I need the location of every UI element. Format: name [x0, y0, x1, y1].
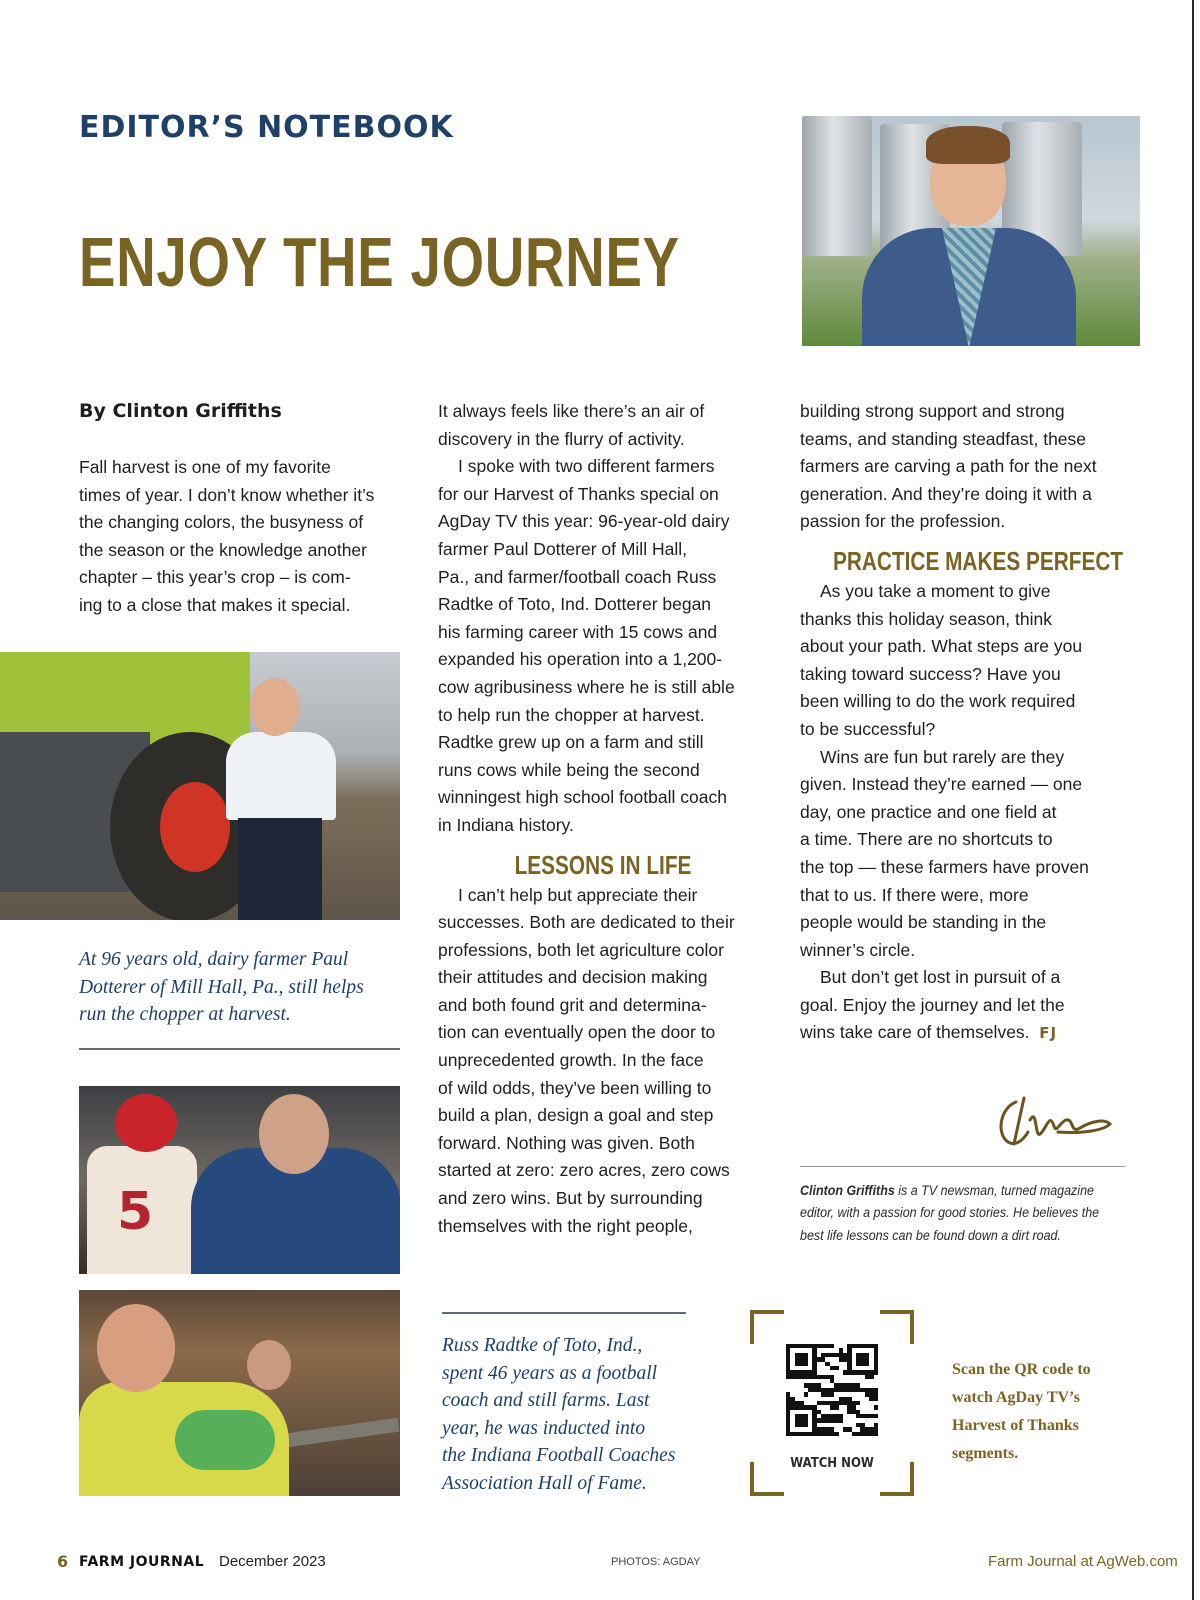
body-line: forward. Nothing was given. Both [438, 1132, 695, 1153]
bio-divider [800, 1166, 1125, 1167]
body-line: chapter – this year’s crop – is com- [79, 567, 351, 588]
caption-divider [442, 1312, 686, 1314]
watch-now-label: WATCH NOW [790, 1456, 874, 1471]
photo-credit: PHOTOS: AGDAY [611, 1556, 701, 1568]
body-line: runs cows while being the second [438, 759, 700, 780]
bio-line [800, 1180, 1094, 1202]
caption-line: Dotterer of Mill Hall, Pa., still helps [79, 976, 364, 998]
body-line: AgDay TV this year: 96-year-old dairy [438, 511, 730, 532]
body-line: to help run the chopper at harvest. [438, 704, 705, 725]
body-line: in Indiana history. [438, 814, 574, 835]
caption-line: coach and still farms. Last [442, 1390, 650, 1412]
caption-line: Russ Radtke of Toto, Ind., [442, 1335, 643, 1356]
publication-name: FARM JOURNAL [79, 1554, 205, 1570]
body-line: But don’t get lost in pursuit of a [820, 967, 1061, 988]
body-line: winningest high school football coach [438, 787, 727, 808]
body-line: successes. Both are dedicated to their [438, 912, 735, 933]
author-signature [994, 1084, 1114, 1154]
body-line: I spoke with two different farmers [458, 456, 715, 477]
farmer-pants [238, 818, 322, 920]
body-line: tion can eventually open the door to [438, 1022, 716, 1043]
caption-line: run the chopper at harvest. [79, 1004, 291, 1026]
qr-caption-line: watch AgDay TV’s [952, 1389, 1081, 1406]
body-line: As you take a moment to give [820, 580, 1051, 601]
body-line: Radtke grew up on a farm and still [438, 732, 704, 753]
body-line: people would be standing in the [800, 912, 1047, 933]
silo-shape [802, 116, 872, 256]
qr-code-icon[interactable] [786, 1344, 878, 1436]
body-line: ing to a close that makes it special. [79, 594, 351, 615]
body-line: It always feels like there’s an air of [438, 401, 705, 421]
radtke-football-photo [79, 1086, 400, 1274]
body-line: build a plan, design a goal and step [438, 1105, 714, 1126]
body-line: the changing colors, the busyness of [79, 512, 364, 533]
body-line: given. Instead they’re earned — one [800, 774, 1083, 795]
body-line: thanks this holiday season, think [800, 608, 1052, 629]
body-line: goal. Enjoy the journey and let the [800, 994, 1065, 1015]
body-line: about your path. What steps are you [800, 636, 1083, 657]
page-headline: ENJOY THE JOURNEY [79, 223, 680, 301]
body-line: Pa., and farmer/football coach Russ [438, 566, 717, 587]
bio-text: is a TV newsman, turned magazine [894, 1183, 1094, 1199]
qr-frame-corner [880, 1310, 914, 1344]
caption-line: At 96 years old, dairy farmer Paul [79, 949, 349, 970]
website-link[interactable]: Farm Journal at AgWeb.com [988, 1553, 1178, 1570]
end-mark: FJ [1039, 1024, 1058, 1043]
body-line: started at zero: zero acres, zero cows [438, 1160, 730, 1181]
body-line: expanded his operation into a 1,200- [438, 649, 723, 670]
green-glove [175, 1410, 275, 1470]
body-line: that to us. If there were, more [800, 884, 1029, 905]
body-line: generation. And they’re doing it with a [800, 483, 1092, 504]
qr-caption-line: Scan the QR code to [952, 1361, 1091, 1378]
subhead-lessons-in-life: LESSONS IN LIFE [514, 849, 692, 880]
body-line: winner’s circle. [800, 939, 916, 960]
caption-line: spent 46 years as a football [442, 1362, 658, 1384]
bio-name: Clinton Griffiths [800, 1183, 895, 1199]
page-edge-border [1192, 0, 1194, 1600]
author-portrait-photo [802, 116, 1140, 346]
body-line: Fall harvest is one of my favorite [79, 457, 331, 477]
body-text: wins take care of themselves. [800, 1022, 1030, 1043]
qr-code-panel[interactable] [750, 1310, 914, 1496]
body-line: been willing to do the work required [800, 691, 1076, 712]
page-footer [0, 1552, 1200, 1576]
bio-line: editor, with a passion for good stories. He believes the [800, 1205, 1100, 1222]
player-helmet [115, 1094, 177, 1152]
qr-caption-line: Harvest of Thanks [952, 1417, 1079, 1434]
qr-caption-line: segments. [952, 1445, 1019, 1462]
body-line: passion for the profession. [800, 511, 1006, 532]
subhead-practice-makes-perfect: PRACTICE MAKES PERFECT [833, 545, 1124, 576]
combine-rim [160, 782, 230, 872]
body-line: of wild odds, they’ve been willing to [438, 1077, 712, 1098]
body-line: and both found grit and determina- [438, 994, 707, 1015]
caption-line: Association Hall of Fame. [442, 1472, 647, 1494]
column-2 [438, 398, 768, 1240]
body-line: themselves with the right people, [438, 1215, 693, 1236]
qr-frame-corner [750, 1310, 784, 1344]
farmer-shirt [226, 732, 336, 820]
body-line: cow agribusiness where he is still able [438, 676, 735, 697]
body-line: taking toward success? Have you [800, 663, 1061, 684]
column-1 [79, 454, 405, 620]
body-line: day, one practice and one field at [800, 801, 1057, 822]
body-line: Wins are fun but rarely are they [820, 746, 1065, 767]
author-bio [800, 1180, 1130, 1247]
body-line: professions, both let agriculture color [438, 939, 724, 960]
body-line: times of year. I don’t know whether it’s [79, 484, 375, 505]
qr-module [874, 1432, 878, 1436]
body-line: farmer Paul Dotterer of Mill Hall, [438, 538, 687, 559]
caption-line: year, he was inducted into [442, 1417, 646, 1439]
byline: By Clinton Griffiths [79, 400, 282, 422]
caption-dotterer [79, 946, 364, 1029]
body-line: teams, and standing steadfast, these [800, 428, 1087, 449]
caption-divider [79, 1048, 400, 1050]
second-farmer-face [247, 1340, 291, 1390]
section-label: EDITOR’S NOTEBOOK [79, 110, 454, 145]
body-line: Radtke of Toto, Ind. Dotterer began [438, 594, 712, 615]
qr-caption [952, 1356, 1091, 1468]
coach-face [259, 1094, 329, 1174]
jersey-number: 5 [117, 1182, 154, 1242]
body-line: and zero wins. But by surrounding [438, 1188, 703, 1209]
issue-date: December 2023 [219, 1553, 326, 1570]
body-line: unprecedented growth. In the face [438, 1050, 704, 1071]
radtke-barn-photo [79, 1290, 400, 1496]
bio-line: best life lessons can be found down a dirt road. [800, 1227, 1061, 1244]
body-line: the top — these farmers have proven [800, 856, 1089, 877]
body-line: farmers are carving a path for the next [800, 456, 1097, 477]
dotterer-harvest-photo [0, 652, 400, 920]
portrait-hair [926, 126, 1010, 164]
body-line: I can’t help but appreciate their [458, 884, 698, 905]
body-line: building strong support and strong [800, 401, 1065, 421]
body-line-last [800, 1019, 1130, 1048]
body-line: the season or the knowledge another [79, 539, 367, 560]
farmer-face [97, 1304, 175, 1392]
body-line: for our Harvest of Thanks special on [438, 483, 719, 504]
body-line: a time. There are no shortcuts to [800, 829, 1053, 850]
page-number: 6 [57, 1552, 69, 1571]
body-line: to be successful? [800, 718, 936, 739]
farmer-face [250, 678, 300, 736]
caption-radtke [442, 1332, 675, 1498]
body-line: his farming career with 15 cows and [438, 621, 718, 642]
body-line: discovery in the flurry of activity. [438, 428, 685, 449]
column-3 [800, 398, 1130, 1048]
caption-line: the Indiana Football Coaches [442, 1445, 676, 1467]
body-line: their attitudes and decision making [438, 967, 708, 988]
